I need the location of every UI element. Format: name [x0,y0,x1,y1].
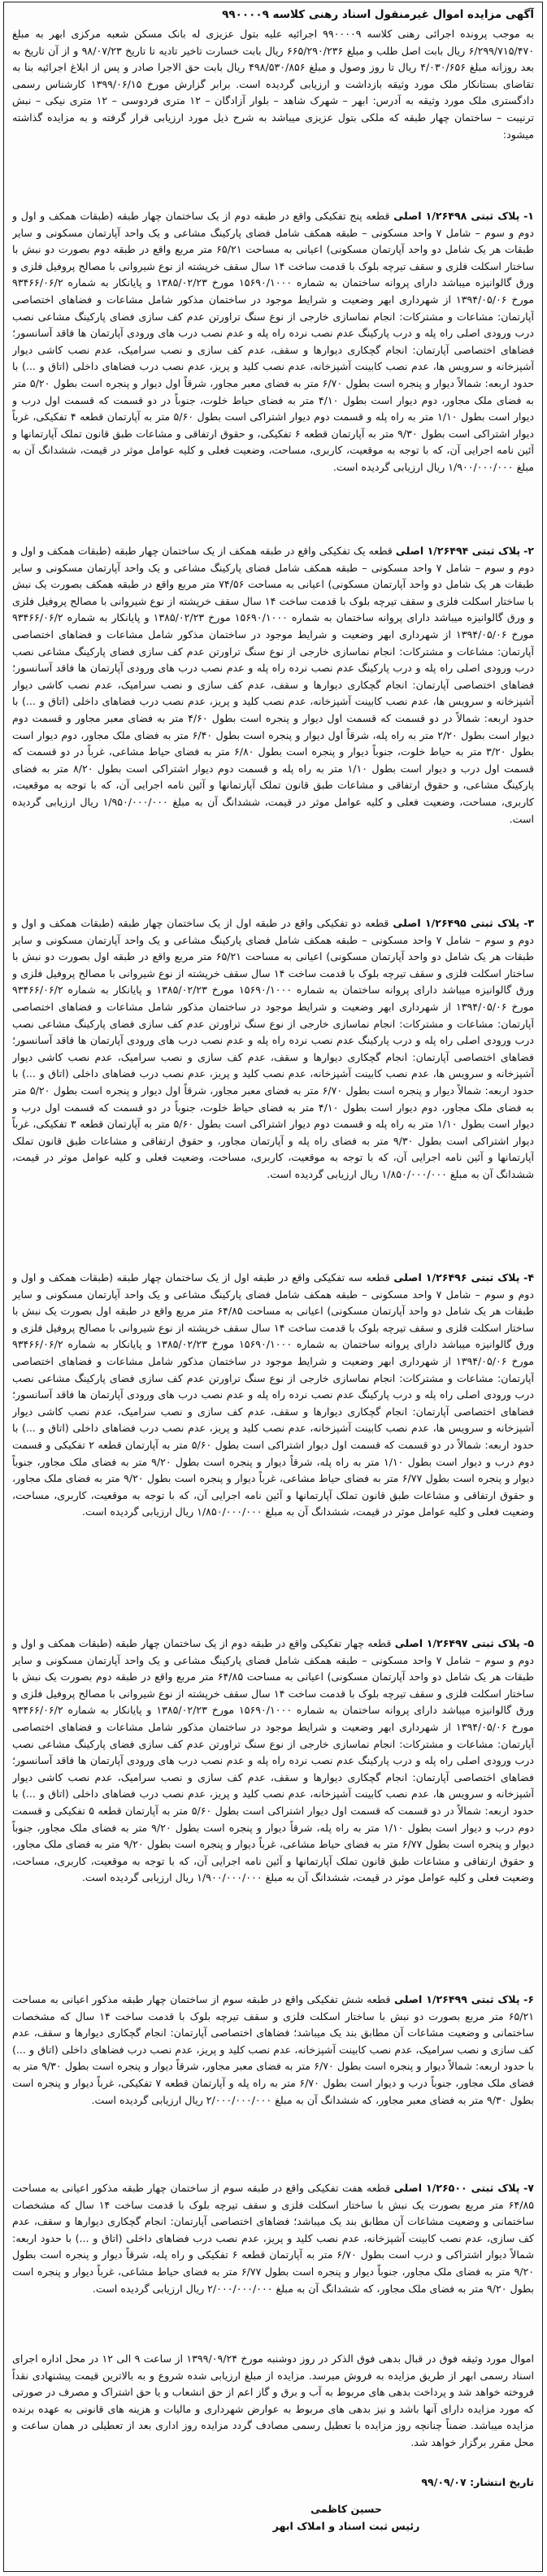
item-heading: پلاک ثبتی ۱/۲۶۴۹۵ اصلی [393,917,520,929]
item-number: ۴- [523,1271,534,1284]
notice-frame [3,2,543,2572]
auction-item-6 [12,1992,534,2180]
auction-item-2 [12,543,534,915]
item-number: ۷- [523,2182,534,2194]
item-heading: پلاک ثبتی ۱/۲۶۵۰۰ اصلی [393,2182,520,2194]
auction-item-3 [12,915,534,1270]
item-number: ۶- [523,1993,534,2005]
item-number: ۵- [523,1637,534,1649]
notice-title: آگهی مزایده اموال غیرمنقول اسناد رهنی کلاسه ۹۹۰۰۰۰۹ [222,8,534,21]
intro-paragraph: به موجب پرونده اجرائی رهنی کلاسه ۹۹۰۰۰۰۹ اجرائیه علیه بتول عزیزی له بانک مسکن شعبه مرکزی ابهر به مبلغ ۶/۲۹۹/۷۱۵/۴۷۰ ریال بابت اصل طلب و مبلغ ۶۶۵/۲۹۰/۲۳۶ ریال بابت خسارت تاخیر تادیه تا تاریخ ۹۸/۰۷/۲۳ و از آن تاریخ به بعد روزانه مبلغ ۴/۰۳۰/۶۵۶ ریال تا روز وصول و مبلغ ۴۹۸/۵۳۰/۸۵۶ ریال بابت حق الاجرا صادر و پس از ابلاغ اجرائیه بنا به تقاضای بستانکار ملک مورد وثیقه بازداشت و ارزیابی گردیده است. برابر گزارش مورخ ۱۳۹۹/۰۶/۱۵ کارشناس رسمی دادگستری ملک مورد وثیقه به آدرس: ابهر – شهرک شاهد – بلوار آزادگان – ۱۲ متری فردوسی – ۱۲ متری نیکی – نبش ترنیبت – ساختمان چهار طبقه که ملکی بتول عزیزی میباشد به شرح ذیل مورد ارزیابی قرار گرفته و به مزایده گذاشته میشود: [12,28,534,141]
signature-name: حسین کاظمی [310,2503,382,2515]
item-body: قطعه سه تفکیکی واقع در طبقه اول از یک ساختمان چهار طبقه (طبقات همکف و اول و دوم و سوم – شامل ۷ واحد مسکونی – طبقه همکف شامل فضای پارکینگ مشاعی و یک واحد آپارتمان مسکونی و سایر طبقات هر یک شامل دو واحد آپارتمان مسکونی) اعیانی به مساحت ۶۴/۸۵ متر مربع واقع در طبقه اول بصورت یک نبش با ساختار اسکلت فلزی و سقف تیرچه بلوک با قدمت ساخت ۱۴ سال سقف خرپشته از نوع شیروانی با مصالح پروفیل فلزی و ورق گالوانیزه میباشد دارای پروانه ساختمان به شماره ۱۵۶۹۰/۱۰۰۰ مورخ ۱۳۸۵/۰۲/۲۳ و پایانکار به شماره ۹۳۴۶۶/۰۶/۲ مورخ ۱۳۹۴/۰۵/۰۶ از شهرداری ابهر وضعیت و شرایط موجود در ساختمان مذکور شامل مشاعات و فضاهای اختصاصی آپارتمان: مشاعات و مشترکات: انجام نماسازی خارجی از نوع سنگ تراورتن عدم کف سازی فضای پارکینگ مشاعی نصب درب ورودی اصلی راه پله و درب پارکینگ عدم نصب نرده راه پله و عدم نصب درب های ورودی آپارتمان ها فاقد آسانسور؛ فضاهای اختصاصی آپارتمان: انجام گچکاری دیوارها و سقف، عدم کف سازی و نصب سرامیک، عدم نصب کاشی دیوار آشپزخانه و سرویس ها، عدم نصب کابینت آشپزخانه، عدم نصب کلید و پریز، عدم نصب درب فضاهای داخلی (اتاق و ...) با حدود اربعه: شمالاً در دو قسمت که قسمت اول دیوار اشتراکی است بطول ۵/۶۰ متر به آپارتمان قطعه ۲ تفکیکی و قسمت دوم درب و دیوار است بطول ۱/۱۰ متر به راه پله، شرقاً دیوار و پنجره است بطول ۹/۲۰ متر به فضای ملک مجاور، جنوباً دیوار و پنجره است بطول ۶/۷۷ متر به فضای حیاط مشاعی، غرباً دیوار و پنجره است بطول ۹/۲۰ متر به فضای ملک مجاور، و حقوق ارتفاقی و مشاعات طبق قانون تملک آپارتمانها و آئین نامه اجرایی آن، که با توجه به موقعیت، کاربری، مساحت، وضعیت فعلی و کلیه عوامل موثر در قیمت، ششدانگ آن به مبلغ ۱/۸۵۰/۰۰۰/۰۰۰ ریال ارزیابی گردیده است. [12,1271,534,1518]
item-number: ۲- [523,545,534,557]
auction-item-5 [12,1636,534,1992]
signature-block [12,2494,534,2559]
item-heading: پلاک ثبتی ۱/۲۶۴۹۸ اصلی [393,210,520,222]
item-number: ۳- [523,917,534,929]
item-body: قطعه یک تفکیکی واقع در طبقه همکف از یک ساختمان چهار طبقه (طبقات همکف و اول و دوم و سوم – شامل ۷ واحد مسکونی – طبقه همکف شامل فضای پارکینگ مشاعی و یک واحد آپارتمان مسکونی و سایر طبقات هر یک شامل دو واحد آپارتمان مسکونی) اعیانی به مساحت ۷۴/۵۶ متر مربع واقع در طبقه همکف بصورت یک نبش با ساختار اسکلت فلزی و سقف تیرچه بلوک با قدمت ساخت ۱۴ سال سقف خرپشته از نوع شیروانی با مصالح پروفیل فلزی و ورق گالوانیزه میباشد دارای پروانه ساختمان به شماره ۱۵۶۹۰/۱۰۰۰ مورخ ۱۳۸۵/۰۲/۲۳ و پایانکار به شماره ۹۳۴۶۶/۰۶/۲ مورخ ۱۳۹۴/۰۵/۰۶ از شهرداری ابهر وضعیت و شرایط موجود در ساختمان مذکور شامل مشاعات و فضاهای اختصاصی آپارتمان: مشاعات و مشترکات: انجام نماسازی خارجی از نوع سنگ تراورتن عدم کف سازی فضای پارکینگ مشاعی نصب درب ورودی اصلی راه پله و درب پارکینگ عدم نصب نرده راه پله و عدم نصب درب های ورودی آپارتمان ها فاقد آسانسور؛ فضاهای اختصاصی آپارتمان: انجام گچکاری دیوارها و سقف، عدم کف سازی و نصب سرامیک، عدم نصب کاشی دیوار آشپزخانه و سرویس ها، عدم نصب کابینت آشپزخانه، عدم نصب کلید و پریز، عدم نصب درب فضاهای داخلی (اتاق و ...) با حدود اربعه: شمالاً در دو قسمت که قسمت اول دیوار و پنجره است بطول ۴/۶۰ متر به فضای معبر مجاور و قسمت دوم دیوار است بطول ۲/۲۰ متر به راه پله، شرقاً اول دیوار و پنجره است بطول ۶/۴۰ متر به فضای ملک مجاور، دوم دیوار است بطول ۳/۲۰ متر به حیاط خلوت، جنوباً دیوار و پنجره است بطول ۶/۸۰ متر به فضای حیاط مشاعی، غرباً در دو قسمت که قسمت اول درب و دیوار است بطول ۱/۱۰ متر به راه پله و قسمت دوم دیوار اشتراکی است بطول ۸/۲۰ متر به فضای پارکینگ مشاعی، و حقوق ارتفاقی و مشاعات طبق قانون تملک آپارتمانها و آئین نامه اجرایی آن، که با توجه به موقعیت، کاربری، مساحت، وضعیت فعلی و کلیه عوامل موثر در قیمت، ششدانگ آن به مبلغ ۱/۹۵۰/۰۰۰/۰۰۰ ریال ارزیابی گردیده است. [12,545,534,825]
signature-title: رئیس ثبت اسناد و املاک ابهر [272,2520,420,2532]
item-body: قطعه شش تفکیکی واقع در طبقه سوم از ساختمان چهار طبقه مذکور اعیانی به مساحت ۶۵/۲۱ متر مربع بصورت دو نبش با ساختار اسکلت فلزی و سقف تیرچه بلوک با قدمت ساخت ۱۴ سال که مشخصات ساختمانی و وضعیت مشاعات آن مطابق بند یک میباشد؛ فضاهای اختصاصی آپارتمان: انجام گچکاری دیوارها و سقف، عدم کف سازی و نصب سرامیک، عدم نصب کابینت آشپزخانه، عدم نصب کلید و پریز، عدم نصب درب فضاهای داخلی (اتاق و ...) با حدود اربعه: شمالاً دیوار و پنجره است بطول ۶/۷۰ متر به فضای معبر مجاور، شرقاً دیوار و پنجره است بطول ۹/۳۰ متر به فضای ملک مجاور، جنوباً درب و دیوار است بطول ۶/۷۰ متر به راه پله و آپارتمان قطعه ۷ تفکیکی، غرباً دیوار و پنجره است بطول ۹/۳۰ متر به فضای معبر مجاور، که ششدانگ آن به مبلغ ۲/۰۰۰/۰۰۰/۰۰۰ ریال ارزیابی گردیده است. [12,1993,534,2106]
closing-paragraph: اموال مورد وثیقه فوق در قبال بدهی فوق الذکر در روز دوشنبه مورخ ۱۳۹۹/۰۹/۲۴ از ساعت ۹ الی ۱۲ در محل اداره اجرای اسناد رسمی ابهر از طریق مزایده به فروش میرسد. مزایده از مبلغ ارزیابی شده شروع و به بالاترین قیمت پیشنهادی نقداً فروخته خواهد شد و پرداخت بدهی های مربوط به آب و برق و گاز اعم از حق انشعاب و یا حق اشتراک و مصرف در صورتی که مورد مزایده دارای آنها باشد و نیز بدهی های مربوط به عوارض شهرداری و مالیات و هزینه های قانونی به عهده برنده مزایده میباشد. ضمناً چنانچه روز مزایده با تعطیل رسمی مصادف گردد مزایده روز اداری بعد از تعطیلی در همان ساعت و محل مقرر برگزار خواهد شد. [12,2352,534,2448]
item-body: قطعه پنج تفکیکی واقع در طبقه دوم از یک ساختمان چهار طبقه (طبقات همکف و اول و دوم و سوم – شامل ۷ واحد مسکونی – طبقه همکف شامل فضای پارکینگ مشاعی و یک واحد آپارتمان مسکونی و سایر طبقات هر یک شامل دو واحد آپارتمان مسکونی) اعیانی به مساحت ۶۵/۲۱ متر مربع واقع در طبقه دوم بصورت دو نبش با ساختار اسکلت فلزی و سقف تیرچه بلوک با قدمت ساخت ۱۴ سال سقف خرپشته از نوع شیروانی با مصالح پروفیل فلزی و ورق گالوانیزه میباشد دارای پروانه ساختمان به شماره ۱۵۶۹۰/۱۰۰۰ مورخ ۱۳۸۵/۰۲/۲۳ و پایانکار به شماره ۹۳۴۶۶/۰۶/۲ مورخ ۱۳۹۴/۰۵/۰۶ از شهرداری ابهر وضعیت و شرایط موجود در ساختمان مذکور شامل مشاعات و فضاهای اختصاصی آپارتمان: مشاعات و مشترکات: انجام نماسازی خارجی از نوع سنگ تراورتن عدم کف سازی فضای پارکینگ مشاعی نصب درب ورودی اصلی راه پله و درب پارکینگ عدم نصب نرده راه پله و عدم نصب درب های ورودی آپارتمان ها فاقد آسانسور؛ فضاهای اختصاصی آپارتمان: انجام گچکاری دیوارها و سقف، عدم کف سازی و نصب سرامیک، عدم نصب کاشی دیوار آشپزخانه و سرویس ها، عدم نصب کابینت آشپزخانه، عدم نصب کلید و پریز، عدم نصب درب فضاهای داخلی (اتاق و ...) با حدود اربعه: شمالاً دیوار و پنجره است بطول ۶/۷۰ متر به فضای معبر مجاور، شرقاً اول دیوار و پنجره است بطول ۵/۲۰ متر به فضای ملک مجاور، دوم دیوار است بطول ۴/۱۰ متر به فضای حیاط خلوت، جنوباً در دو قسمت که قسمت اول درب و دیوار است بطول ۱/۱۰ متر به راه پله و قسمت دوم دیوار اشتراکی است بطول ۵/۶۰ متر به آپارتمان قطعه ۴ تفکیکی، غرباً دیوار اشتراکی است بطول ۹/۳۰ متر به آپارتمان قطعه ۶ تفکیکی، و حقوق ارتفاقی و مشاعات طبق قانون تملک آپارتمانها و آئین نامه اجرایی آن، که با توجه به موقعیت، کاربری، مساحت، وضعیت فعلی و کلیه عوامل موثر در قیمت، ششدانگ آن به مبلغ ۱/۹۰۰/۰۰۰/۰۰۰ ریال ارزیابی گردیده است. [12,210,534,473]
item-heading: پلاک ثبتی ۱/۲۶۴۹۶ اصلی [393,1271,520,1284]
item-body: قطعه چهار تفکیکی واقع در طبقه دوم از یک ساختمان چهار طبقه (طبقات همکف و اول و دوم و سوم – شامل ۷ واحد مسکونی – طبقه همکف شامل فضای پارکینگ مشاعی و یک واحد آپارتمان مسکونی و سایر طبقات هر یک شامل دو واحد آپارتمان مسکونی) اعیانی به مساحت ۶۴/۸۵ متر مربع واقع در طبقه دوم بصورت یک نبش با ساختار اسکلت فلزی و سقف تیرچه بلوک با قدمت ساخت ۱۴ سال سقف خرپشته از نوع شیروانی با مصالح پروفیل فلزی و ورق گالوانیزه میباشد دارای پروانه ساختمان به شماره ۱۵۶۹۰/۱۰۰۰ مورخ ۱۳۸۵/۰۲/۲۳ و پایانکار به شماره ۹۳۴۶۶/۰۶/۲ مورخ ۱۳۹۴/۰۵/۰۶ از شهرداری ابهر وضعیت و شرایط موجود در ساختمان مذکور شامل مشاعات و فضاهای اختصاصی آپارتمان: مشاعات و مشترکات: انجام نماسازی خارجی از نوع سنگ تراورتن عدم کف سازی فضای پارکینگ مشاعی نصب درب ورودی اصلی راه پله و درب پارکینگ عدم نصب نرده راه پله و عدم نصب درب های ورودی آپارتمان ها فاقد آسانسور؛ فضاهای اختصاصی آپارتمان: انجام گچکاری دیوارها و سقف، عدم کف سازی و نصب سرامیک، عدم نصب کاشی دیوار آشپزخانه و سرویس ها، عدم نصب کابینت آشپزخانه، عدم نصب کلید و پریز، عدم نصب درب فضاهای داخلی (اتاق و ...) با حدود اربعه: شمالاً در دو قسمت که قسمت اول دیوار اشتراکی است بطول ۵/۶۰ متر به آپارتمان قطعه ۵ تفکیکی و قسمت دوم درب و دیوار است بطول ۱/۱۰ متر به راه پله، شرقاً دیوار و پنجره است بطول ۹/۲۰ متر به فضای ملک مجاور، جنوباً دیوار و پنجره است بطول ۶/۷۷ متر به فضای حیاط مشاعی، غرباً دیوار و پنجره است بطول ۹/۲۰ متر به فضای ملک مجاور، و حقوق ارتفاقی و مشاعات طبق قانون تملک آپارتمانها و آئین نامه اجرایی آن، که با توجه به موقعیت، کاربری، مساحت، وضعیت فعلی و کلیه عوامل موثر در قیمت، ششدانگ آن به مبلغ ۱/۹۰۰/۰۰۰/۰۰۰ ریال ارزیابی گردیده است. [12,1637,534,1884]
item-number: ۱- [523,210,534,222]
item-heading: پلاک ثبتی ۱/۲۶۴۹۷ اصلی [394,1637,520,1649]
notice-content [4,2,542,2562]
auction-item-1 [12,208,534,543]
publish-date: تاریخ انتشار: ۹۹/۰۹/۰۷ [421,2476,534,2488]
item-body: قطعه هفت تفکیکی واقع در طبقه سوم از ساختمان چهار طبقه مذکور اعیانی به مساحت ۶۴/۸۵ متر مربع بصورت یک نبش با ساختار اسکلت فلزی و سقف تیرچه بلوک با قدمت ساخت ۱۴ سال که مشخصات ساختمانی و وضعیت مشاعات آن مطابق بند یک میباشد؛ فضاهای اختصاصی آپارتمان: انجام گچکاری دیوارها و سقف، عدم کف سازی، عدم نصب کابینت آشپزخانه، عدم نصب کلید و پریز، عدم نصب درب فضاهای داخلی (اتاق و ...) با حدود اربعه: شمالاً دیوار اشتراکی و درب است بطول ۶/۷۰ متر به آپارتمان قطعه ۶ تفکیکی و راه پله، شرقاً دیوار و پنجره است بطول ۹/۲۰ متر به فضای ملک مجاور، جنوباً دیوار و پنجره است بطول ۶/۷۷ متر به فضای حیاط مشاعی، غرباً دیوار و پنجره است بطول ۹/۲۰ متر به فضای ملک مجاور، که ششدانگ آن به مبلغ ۲/۰۰۰/۰۰۰/۰۰۰ ریال ارزیابی گردیده است. [12,2182,534,2295]
auction-item-4 [12,1270,534,1636]
item-heading: پلاک ثبتی ۱/۲۶۴۹۹ اصلی [393,1993,520,2005]
auction-item-7 [12,2180,534,2351]
item-heading: پلاک ثبتی ۱/۲۶۴۹۴ اصلی [395,545,521,557]
item-body: قطعه دو تفکیکی واقع در طبقه اول از یک ساختمان چهار طبقه (طبقات همکف و اول و دوم و سوم – شامل ۷ واحد مسکونی – طبقه همکف شامل فضای پارکینگ مشاعی و یک واحد آپارتمان مسکونی و سایر طبقات هر یک شامل دو واحد آپارتمان مسکونی) اعیانی به مساحت ۶۵/۲۱ متر مربع واقع در طبقه اول بصورت دو نبش با ساختار اسکلت فلزی و سقف تیرچه بلوک با قدمت ساخت ۱۴ سال سقف خرپشته از نوع شیروانی با مصالح پروفیل فلزی و ورق گالوانیزه میباشد دارای پروانه ساختمان به شماره ۱۵۶۹۰/۱۰۰۰ مورخ ۱۳۸۵/۰۲/۲۳ و پایانکار به شماره ۹۳۴۶۶/۰۶/۲ مورخ ۱۳۹۴/۰۵/۰۶ از شهرداری ابهر وضعیت و شرایط موجود در ساختمان مذکور شامل مشاعات و فضاهای اختصاصی آپارتمان: مشاعات و مشترکات: انجام نماسازی خارجی از نوع سنگ تراورتن عدم کف سازی فضای پارکینگ مشاعی نصب درب ورودی اصلی راه پله و درب پارکینگ عدم نصب نرده راه پله و عدم نصب درب های ورودی آپارتمان ها فاقد آسانسور؛ فضاهای اختصاصی آپارتمان: انجام گچکاری دیوارها و سقف، عدم کف سازی و نصب سرامیک، عدم نصب کاشی دیوار آشپزخانه و سرویس ها، عدم نصب کابینت آشپزخانه، عدم نصب کلید و پریز، عدم نصب درب فضاهای داخلی (اتاق و ...) با حدود اربعه: شمالاً دیوار و پنجره است بطول ۶/۷۰ متر به فضای معبر مجاور، شرقاً اول دیوار و پنجره است بطول ۵/۲۰ متر به فضای ملک مجاور، دوم دیوار است بطول ۴/۱۰ متر به فضای حیاط خلوت، جنوباً در دو قسمت که قسمت اول درب و دیوار است بطول ۱/۱۰ متر به راه پله و قسمت دوم دیوار اشتراکی است بطول ۵/۶۰ متر به آپارتمان قطعه ۳ تفکیکی، غرباً دیوار اشتراکی است بطول ۹/۳۰ متر به فضای راه پله و آپارتمان مجاور، و حقوق ارتفاقی و مشاعات طبق قانون تملک آپارتمانها و آئین نامه اجرایی آن، که با توجه به موقعیت، کاربری، مساحت، وضعیت فعلی و کلیه عوامل موثر در قیمت، ششدانگ آن به مبلغ ۱/۸۵۰/۰۰۰/۰۰۰ ریال ارزیابی گردیده است. [12,917,534,1180]
